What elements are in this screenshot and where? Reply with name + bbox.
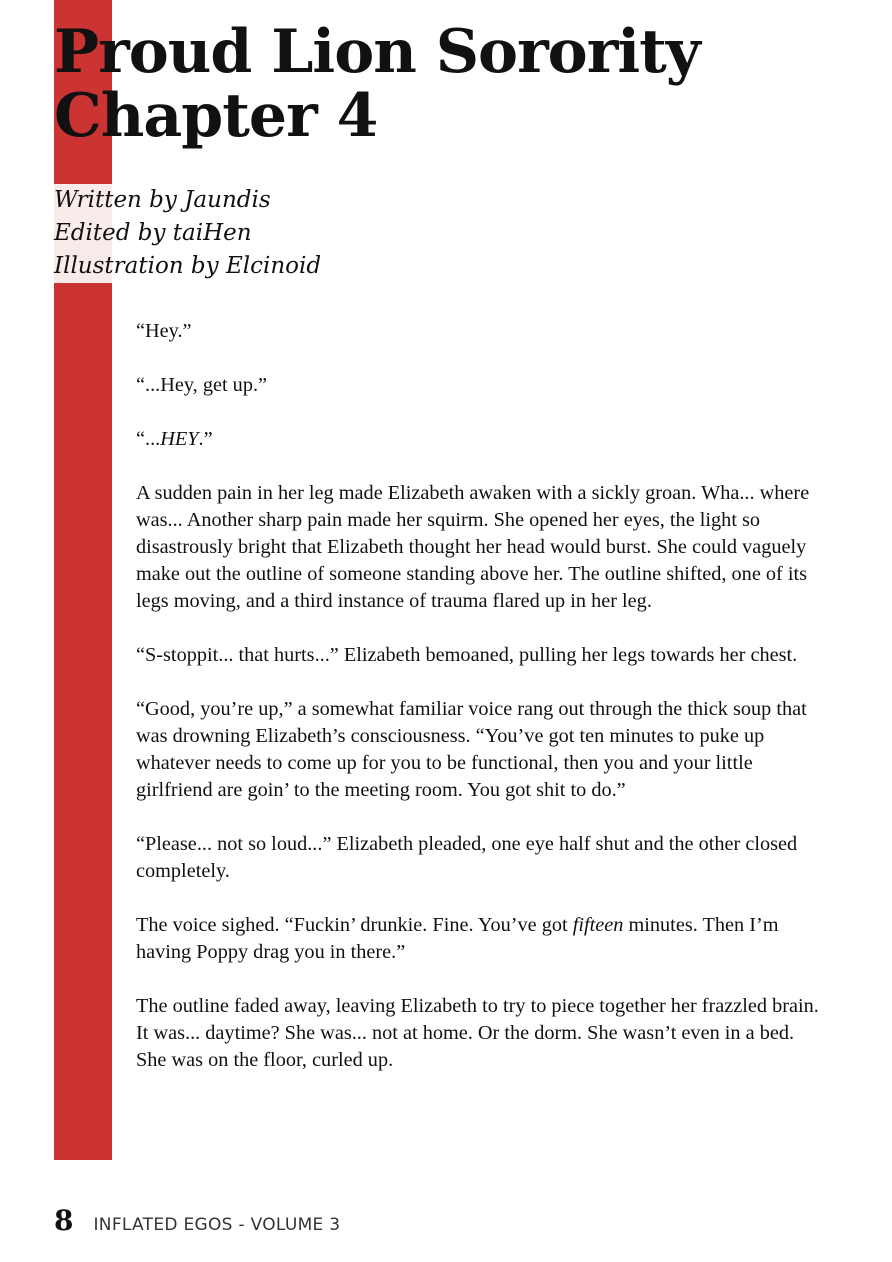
paragraph xyxy=(136,912,826,966)
page-number: 8 xyxy=(54,1204,74,1237)
chapter-title xyxy=(54,17,700,151)
story-body xyxy=(136,318,826,1101)
paragraph: “S-stoppit... that hurts...” Elizabeth bemoaned, pulling her legs towards her chest. xyxy=(136,644,798,666)
page-footer xyxy=(54,1204,340,1237)
paragraph-text: “... xyxy=(136,428,161,450)
credits-block xyxy=(54,184,321,283)
paragraph-text: .” xyxy=(198,428,213,450)
emphasis-text: fifteen xyxy=(572,914,624,936)
paragraph xyxy=(136,426,826,453)
paragraph: “Please... not so loud...” Elizabeth pleaded, one eye half shut and the other closed completely. xyxy=(136,833,798,882)
emphasis-text: HEY xyxy=(160,428,199,450)
paragraph: “Good, you’re up,” a somewhat familiar voice rang out through the thick soup that was drowning Elizabeth’s consciousness. “You’ve got ten minutes to puke up whatever needs to come up for you to be functional, then you and your little girlfriend are goin’ to the meeting room. You got shit to do.” xyxy=(136,698,807,801)
decorative-red-bar xyxy=(54,0,112,1160)
paragraph: A sudden pain in her leg made Elizabeth awaken with a sickly groan. Wha... where was... Another sharp pain made her squirm. She opened her eyes, the light so disastrously bright that Elizabeth thought her head would burst. She could vaguely make out the outline of someone standing above her. The outline shifted, one of its legs moving, and a third instance of trauma flared up in her leg. xyxy=(136,482,810,612)
credit-editor: Edited by taiHen xyxy=(54,217,321,250)
paragraph: “Hey.” xyxy=(136,320,192,342)
credit-illustrator: Illustration by Elcinoid xyxy=(54,250,321,283)
paragraph: The outline faded away, leaving Elizabeth to try to piece together her frazzled brain. It was... daytime? She was... not at home. Or the dorm. She wasn’t even in a bed. She was on the floor, curled up. xyxy=(136,995,819,1071)
publication-label: INFLATED EGOS - VOLUME 3 xyxy=(93,1215,341,1235)
paragraph: “...Hey, get up.” xyxy=(136,374,268,396)
paragraph-text: minutes. Then I’m having Poppy drag you in there.” xyxy=(136,914,779,963)
title-line-2: Chapter 4 xyxy=(54,81,378,151)
paragraph-text: The voice sighed. “Fuckin’ drunkie. Fine. You’ve got xyxy=(136,914,573,936)
title-line-1: Proud Lion Sorority xyxy=(54,17,700,87)
credit-writer: Written by Jaundis xyxy=(54,184,321,217)
